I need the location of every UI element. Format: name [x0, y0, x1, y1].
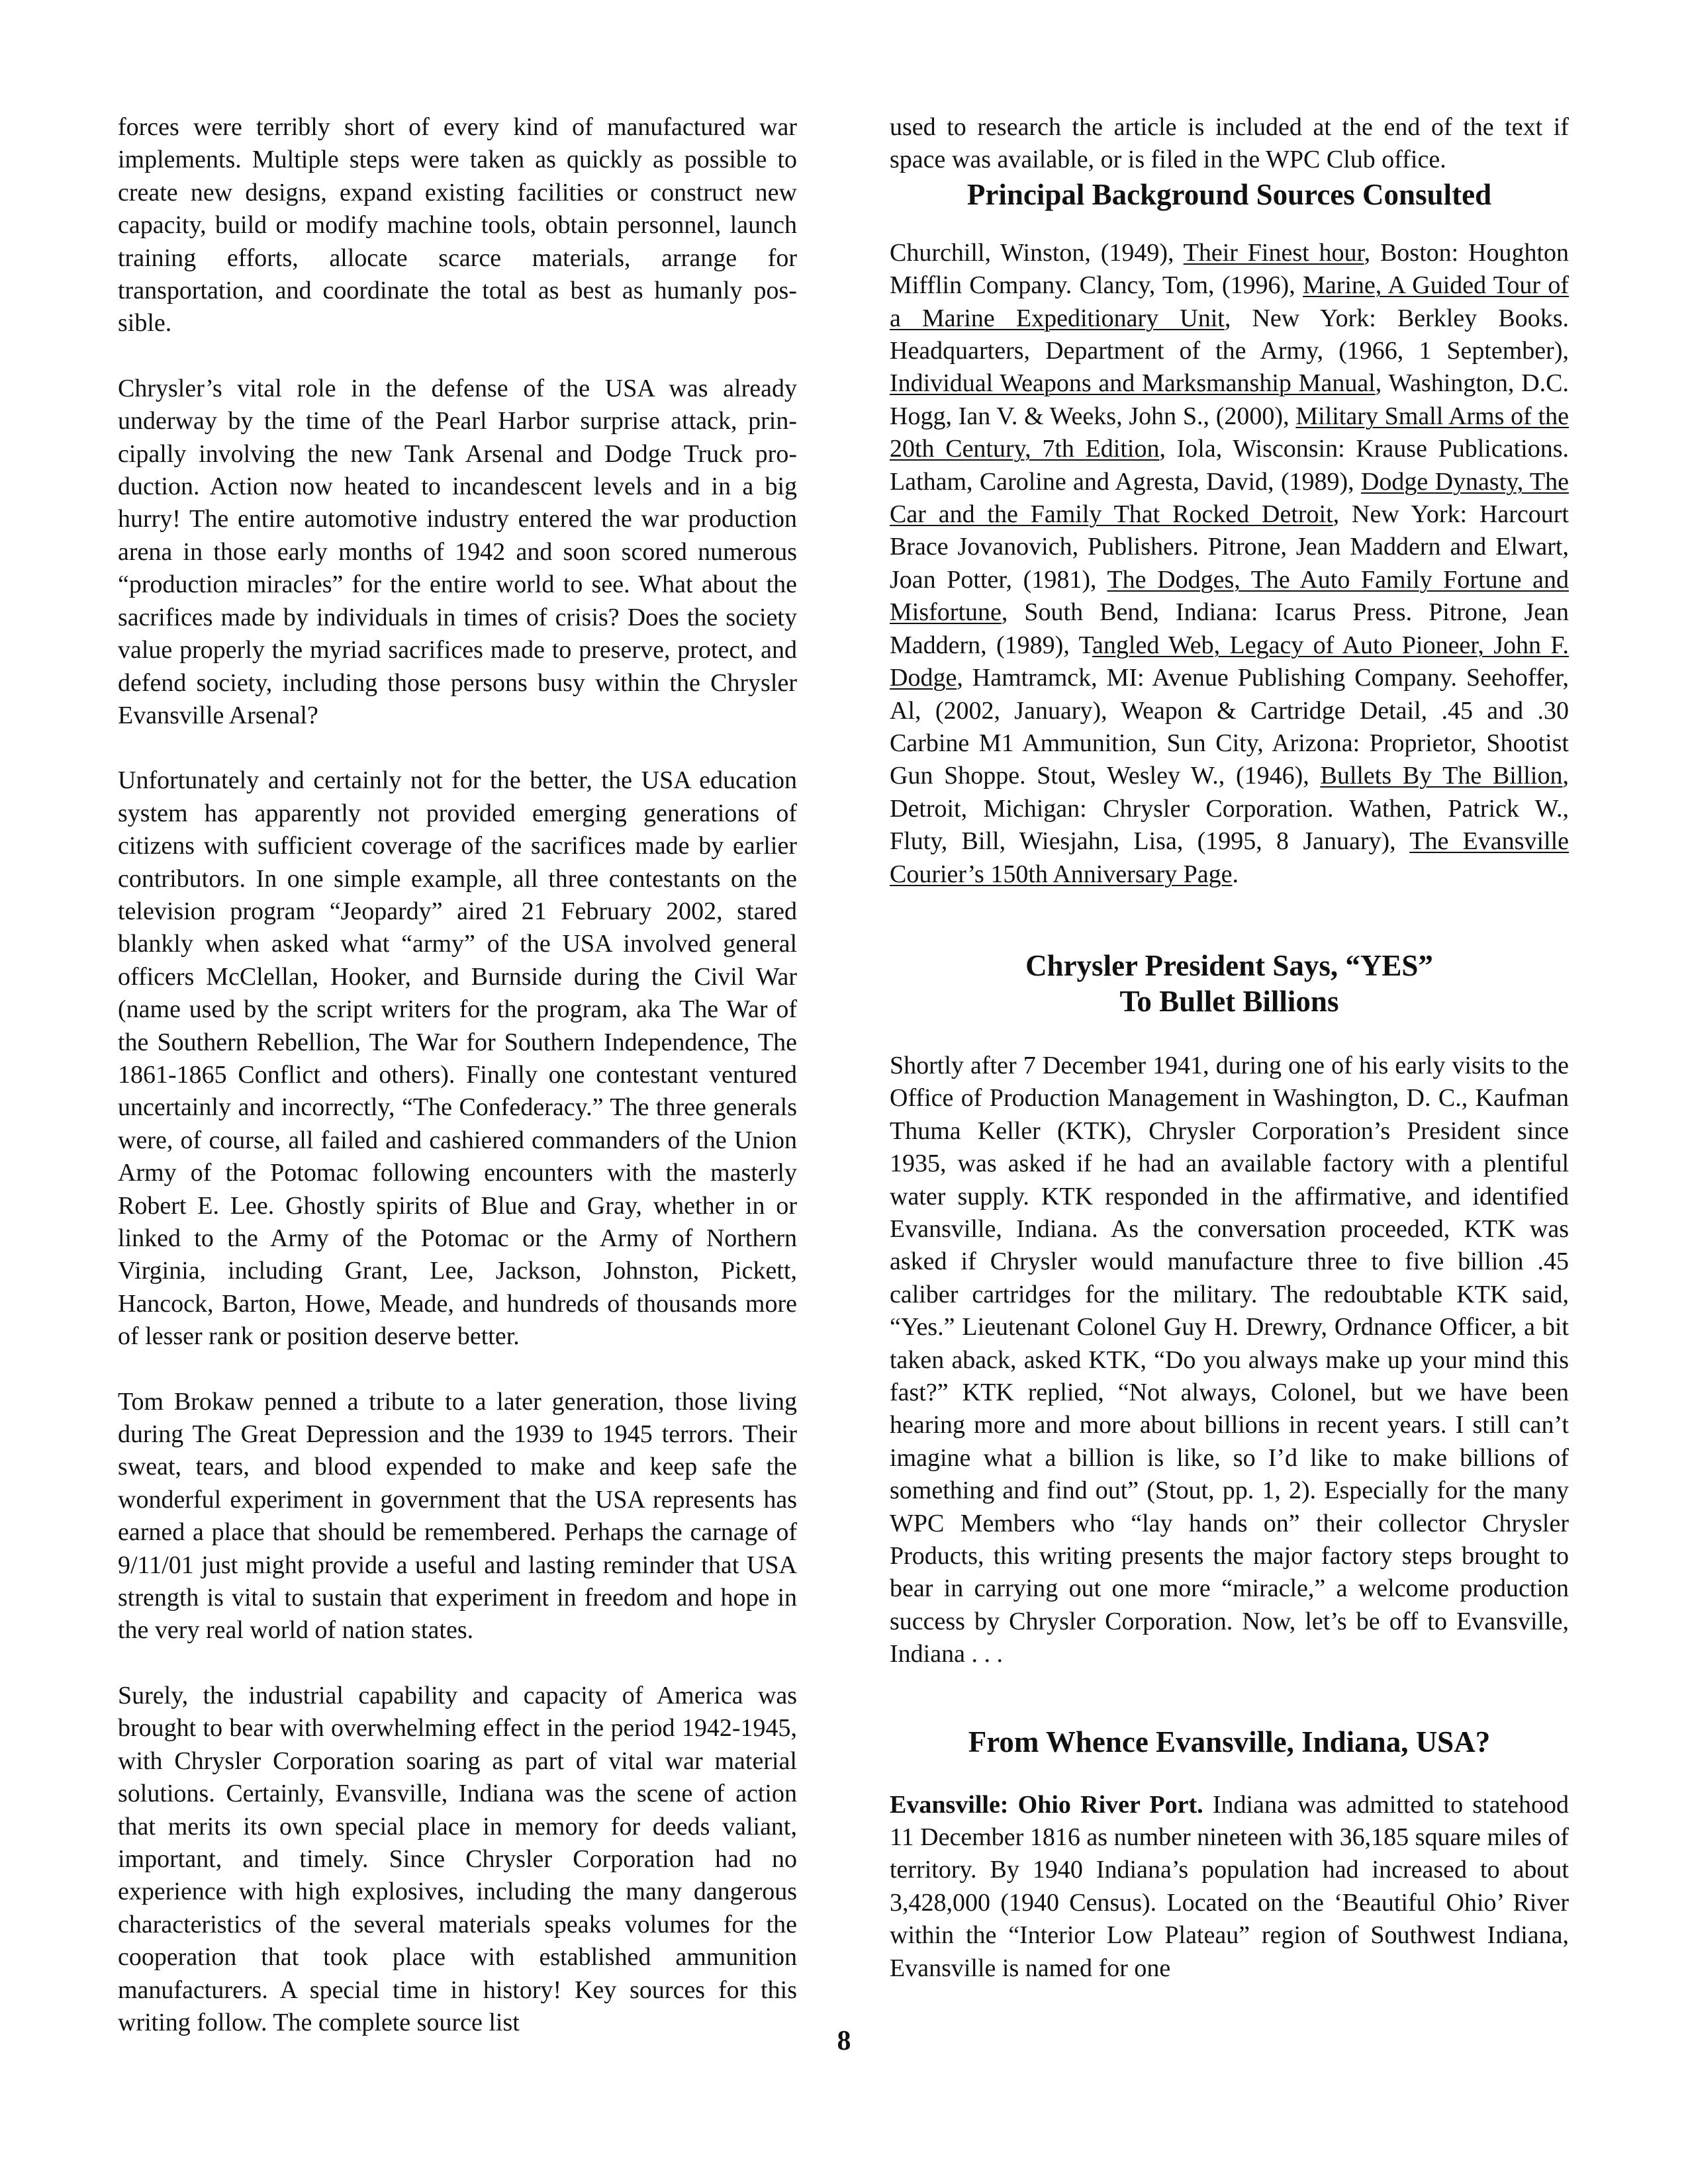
continuation-paragraph: used to research the article is included at the end of the text if space was available, or is filed in the WPC Club office.	[890, 113, 1569, 174]
source-title: Marine, A Guided Tour of a Marine Expeditionary Unit	[890, 271, 1570, 332]
page-number: 8	[837, 2026, 851, 2056]
source-title: Dodge Dynasty, The Car and the Family That Rocked Detroit	[890, 467, 1569, 529]
source-title: angled Web, Legacy of Auto Pioneer, John F. Dodge	[890, 631, 1569, 692]
source-title: The Dodges, The Auto Family Fortune and Misfortune	[890, 565, 1569, 627]
source-text: .	[1232, 860, 1239, 888]
president-heading	[890, 948, 1569, 1019]
body-paragraph: Surely, the industrial capability and capacity of America was brought to bear with overwhelming effect in the period 1942-1945, with Chrysler Corporation soaring as part of vital war material solutions. Certainly, Evansville, Indiana was the scene of action that merits its own special place in memory for deeds valiant, important, and timely. Since Chrysler Corporation had no experience with high explosives, including the many dangerous characteristics of the several materials speaks volumes for the cooperation that took place with established ammunition manufacturers. A special time in history! Key sources for this writing follow. The complete source list	[118, 1681, 797, 2036]
body-paragraph: Tom Brokaw penned a tribute to a later generation, those living during The Great Depression and the 1939 to 1945 terrors. Their sweat, tears, and blood expended to make and keep safe the wonderful experiment in government that the USA represents has earned a place that should be remembered. Perhaps the carnage of 9/11/01 just might provide a useful and lasting reminder that USA strength is vital to sustain that experiment in freedom and hope in the very real world of nation states.	[118, 1387, 797, 1645]
whence-paragraph	[890, 1789, 1569, 1985]
whence-heading: From Whence Evansville, Indiana, USA?	[968, 1725, 1491, 1758]
sources-heading: Principal Background Sources Consulted	[966, 177, 1492, 211]
left-column	[118, 111, 797, 2039]
source-text: , Boston: Houghton Mifflin Company. Clancy, Tom, (1996),	[890, 238, 1569, 300]
president-heading-line2: To Bullet Billions	[1119, 984, 1339, 1018]
sources-paragraph	[890, 237, 1569, 891]
source-text: , Detroit, Michigan: Chrysler Corporation. Wathen, Patrick W., Fluty, Bill, Wiesjahn, Lisa, (1995, 8 January),	[890, 762, 1569, 856]
source-text: , New York: Harcourt Brace Jovanovich, Publishers. Pitrone, Jean Maddern and Elwart, Joan Potter, (1981),	[890, 500, 1569, 594]
source-text: , Hamtramck, MI: Avenue Publishing Company. Seehoffer, Al, (2002, January), Weapon & Cartridge Detail, .45 and .30 Carbine M1 Ammunition, Sun City, Arizona: Proprietor, Shootist Gun Shoppe. Stout, Wesley W., (1946),	[890, 664, 1569, 790]
body-paragraph: Unfortunately and certainly not for the better, the USA education system has apparently not provided emerging generations of citizens with sufficient coverage of the sacrifices made by earlier contributors. In one simple example, all three contestants on the television program “Jeopardy” aired 21 February 2002, stared blankly when asked what “army” of the USA involved general officers McClellan, Hooker, and Burnside during the Civil War (name used by the script writers for the program, aka The War of the Southern Rebellion, The War for Southern Independence, The 1861-1865 Conflict and others). Finally one contestant ventured uncertainly and incorrectly, “The Confederacy.” The three generals were, of course, all failed and cashiered commanders of the Union Army of the Potomac following encounters with the masterly Robert E. Lee. Ghostly spirits of Blue and Gray, whether in or linked to the Army of the Potomac or the Army of Northern Virginia, including Grant, Lee, Jackson, Johnston, Pickett, Hancock, Barton, Howe, Meade, and hundreds of thousands more of lesser rank or position deserve better.	[118, 766, 797, 1351]
body-paragraph: forces were terribly short of every kind of manufactured war implements. Multiple steps were taken as quickly as possible to create new designs, expand existing facilities or construct new capacity, build or modify machine tools, obtain personnel, launch training efforts, allocate scarce materials, arrange for transportation, and coordinate the total as best as humanly possible.	[118, 113, 797, 338]
president-paragraph: Shortly after 7 December 1941, during one of his early visits to the Office of Production Management in Washington, D. C., Kaufman Thuma Keller (KTK), Chrysler Corporation’s President since 1935, was asked if he had an available factory with a plentiful water supply. KTK responded in the affirmative, and identified Evansville, Indiana. As the conversation proceeded, KTK was asked if Chrysler would manufacture three to five billion .45 caliber cartridges for the military. The redoubtable KTK said, “Yes.” Lieutenant Colonel Guy H. Drewry, Ordnance Officer, a bit taken aback, asked KTK, “Do you always make up your mind this fast?” KTK replied, “Not always, Colonel, but we have been hearing more and more about billions in recent years. I still can’t imagine what a billion is like, so I’d like to make billions of something and find out” (Stout, pp. 1, 2). Especially for the many WPC Members who “lay hands on” their collector Chrysler Products, this writing presents the major factory steps brought to bear in carrying out one more “miracle,” a welcome production success by Chrysler Corporation. Now, let’s be off to Evansville, Indiana . . .	[890, 1051, 1569, 1668]
right-column	[890, 111, 1569, 1985]
source-title: Bullets By The Billion	[1320, 762, 1563, 790]
source-text: , Iola, Wisconsin: Krause Publications. Latham, Caroline and Agresta, David, (1989),	[890, 435, 1569, 496]
whence-text: Indiana was admitted to statehood 11 December 1816 as number nineteen with 36,185 square miles of territory. By 1940 Indiana’s population had increased to about 3,428,000 (1940 Census). Located on the ‘Beautiful Ohio’ River within the “Interior Low Plateau” region of Southwest Indiana, Evansville is named for one	[890, 1790, 1569, 1982]
body-paragraph: Chrysler’s vital role in the defense of the USA was already underway by the time of the Pearl Harbor surprise attack, principally involving the new Tank Arsenal and Dodge Truck production. Action now heated to incandescent levels and in a big hurry! The entire automotive industry entered the war production arena in those early months of 1942 and soon scored numerous “production miracles” for the entire world to see. What about the sacrifices made by individuals in times of crisis? Does the society value properly the myriad sacrifices made to preserve, protect, and defend society, including those persons busy within the Chrysler Evansville Arsenal?	[118, 374, 797, 729]
source-title: The Evansville Courier’s 150th Anniversary Page	[890, 827, 1569, 888]
whence-lead: Evansville: Ohio River Port.	[890, 1790, 1203, 1819]
source-title: Military Small Arms of the 20th Century, 7th Edition	[890, 402, 1569, 463]
source-text: Churchill, Winston, (1949),	[890, 238, 1184, 267]
source-text: , Washington, D.C. Hogg, Ian V. & Weeks, John S., (2000),	[890, 369, 1569, 430]
source-text: , New York: Berkley Books. Headquarters, Department of the Army, (1966, 1 September),	[890, 304, 1569, 365]
source-title: Their Finest hour	[1183, 238, 1364, 267]
president-heading-line1: Chrysler President Says, “YES”	[1025, 948, 1433, 982]
source-title: Individual Weapons and Marksmanship Manual	[890, 369, 1376, 398]
source-text: , South Bend, Indiana: Icarus Press. Pitrone, Jean Maddern, (1989), T	[890, 598, 1569, 659]
